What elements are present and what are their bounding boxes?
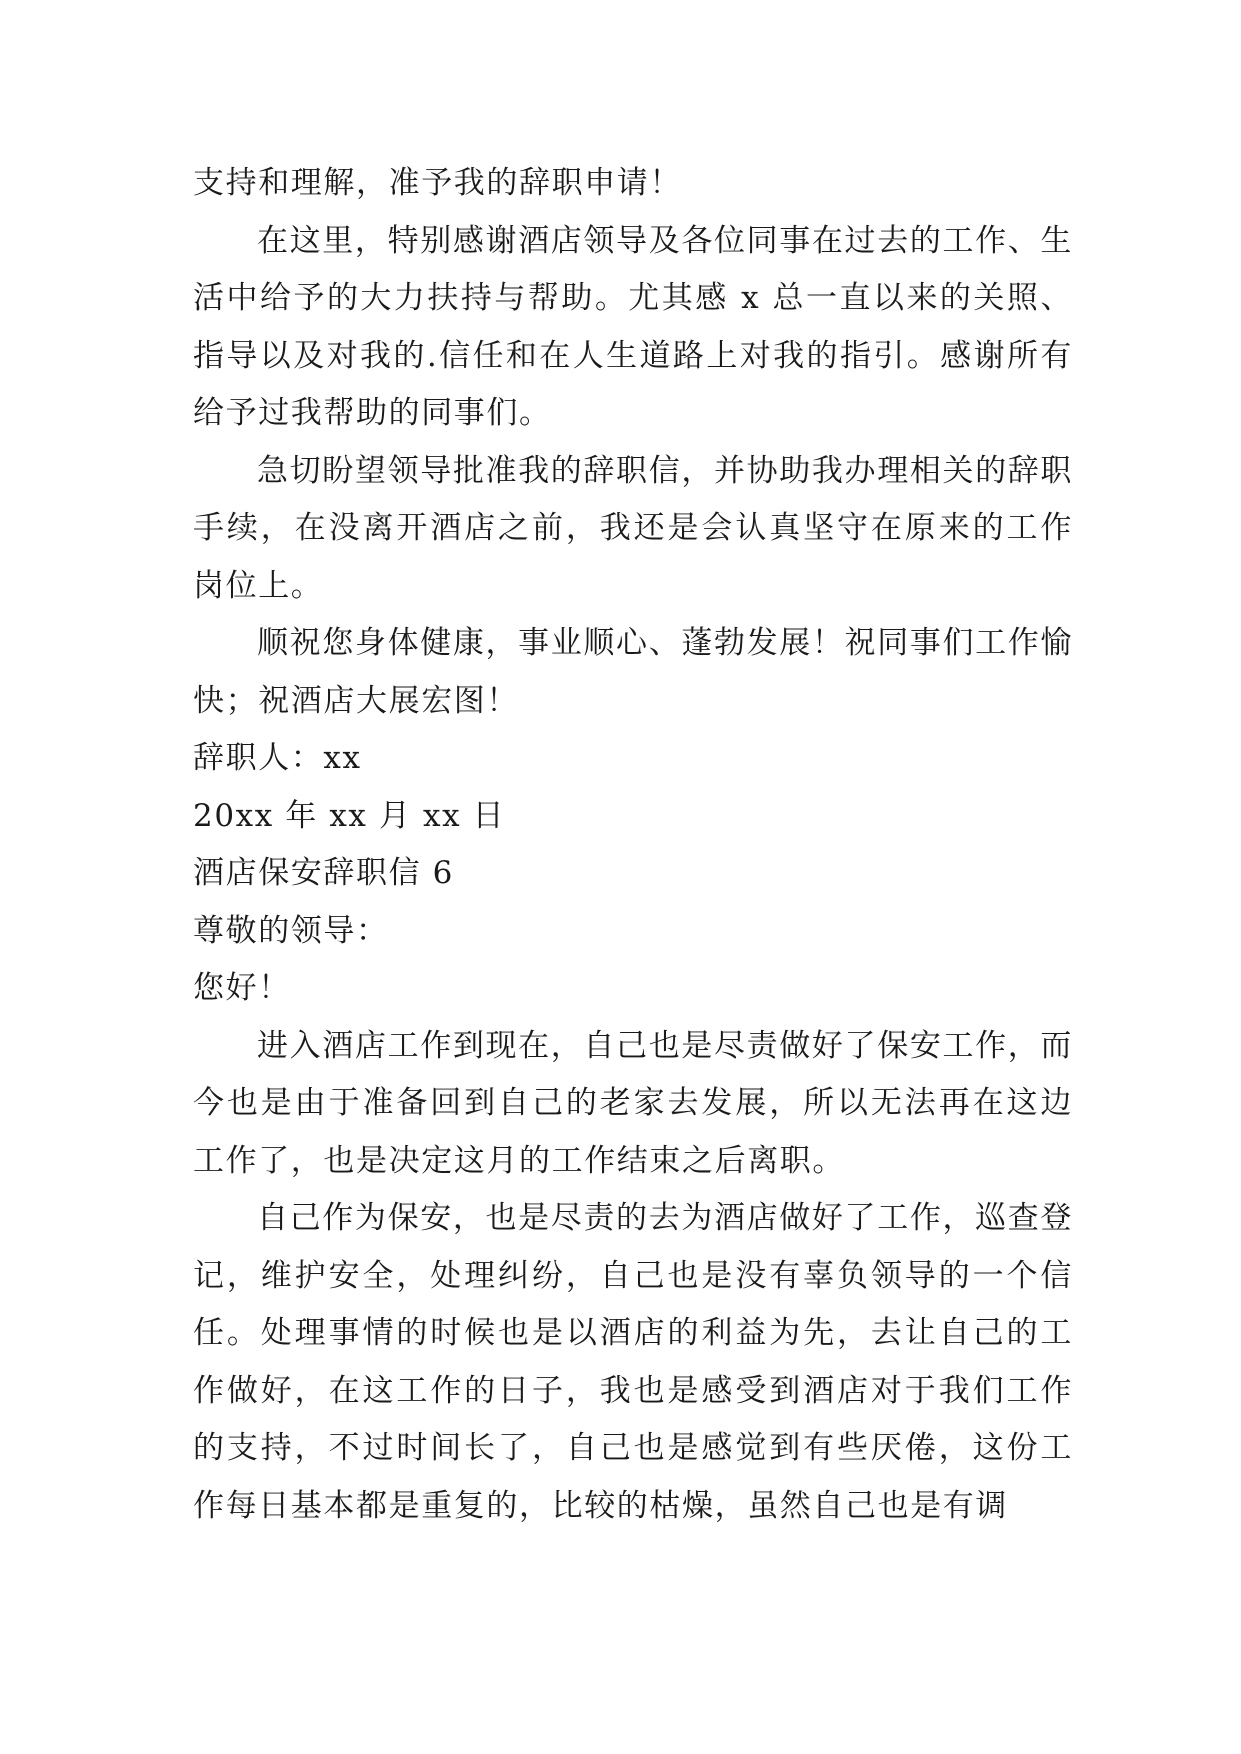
document-body <box>193 155 1073 1535</box>
paragraph-continuation: 支持和理解，准予我的辞职申请！ <box>193 165 682 201</box>
signature-name: 辞职人：xx <box>193 740 362 776</box>
signature-date: 20xx 年 xx 月 xx 日 <box>193 797 506 834</box>
salutation: 尊敬的领导： <box>193 912 389 949</box>
paragraph-thanks: 在这里，特别感谢酒店领导及各位同事在过去的工作、生活中给予的大力扶持与帮助。尤其感 x 总一直以来的关照、指导以及对我的.信任和在人生道路上对我的指引。感谢所有给予过我帮助的同事们。 <box>193 222 1073 431</box>
letter-title: 酒店保安辞职信 6 <box>193 855 454 891</box>
paragraph-duties: 自己作为保安，也是尽责的去为酒店做好了工作，巡查登记，维护安全，处理纠纷，自己也是没有辜负领导的一个信任。处理事情的时候也是以酒店的利益为先，去让自己的工作做好，在这工作的日子，我也是感受到酒店对于我们工作的支持，不过时间长了，自己也是感觉到有些厌倦，这份工作每日基本都是重复的，比较的枯燥，虽然自己也是有调 <box>193 1200 1073 1524</box>
greeting: 您好！ <box>193 970 291 1006</box>
paragraph-wishes: 顺祝您身体健康，事业顺心、蓬勃发展！祝同事们工作愉快；祝酒店大展宏图！ <box>193 625 1073 719</box>
paragraph-request: 急切盼望领导批准我的辞职信，并协助我办理相关的辞职手续，在没离开酒店之前，我还是会认真坚守在原来的工作岗位上。 <box>193 452 1073 604</box>
paragraph-intro: 进入酒店工作到现在，自己也是尽责做好了保安工作，而今也是由于准备回到自己的老家去发展，所以无法再在这边工作了，也是决定这月的工作结束之后离职。 <box>193 1027 1073 1179</box>
